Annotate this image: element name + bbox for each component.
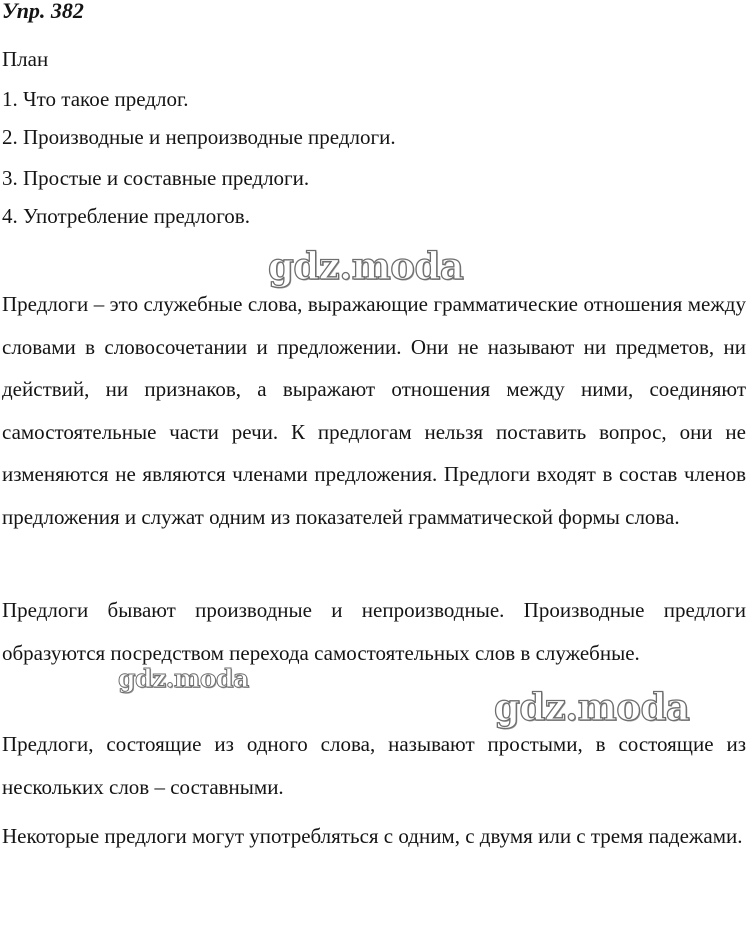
plan-item: 4. Употребление предлогов. [2, 204, 250, 228]
plan-heading: План [2, 47, 49, 71]
paragraph-simple-compound: Предлоги, состоящие из одного слова, называют простыми, в состоящие из нескольких слов – составными. [2, 732, 746, 799]
plan-item: 3. Простые и составные предлоги. [2, 166, 310, 190]
paragraph-definition: Предлоги – это служебные слова, выражающие грамматические отношения между словами в словосочетании и предложении. Они не называют ни предметов, ни действий, ни признаков, а выражают отношения между ними, соединяют самостоятельные части речи. К предлогам нельзя поставить вопрос, они не изменяются не являются членами предложения. Предлоги входят в состав членов предложения и служат одним из показателей грамматической формы слова. [2, 292, 746, 529]
watermark-logo: gdz.moda [118, 664, 249, 693]
exercise-title: Упр. 382 [2, 0, 84, 23]
paragraph-derivative: Предлоги бывают производные и непроизводные. Производные предлоги образуются посредством перехода самостоятельных слов в служебные. [2, 598, 746, 665]
plan-item: 1. Что такое предлог. [2, 87, 189, 111]
watermark-logo: gdz.moda [494, 685, 690, 729]
plan-item: 2. Производные и непроизводные предлоги. [2, 125, 396, 149]
watermark-logo: gdz.moda [268, 244, 464, 288]
paragraph-cases: Некоторые предлоги могут употребляться с одним, с двумя или с тремя падежами. [2, 824, 743, 848]
